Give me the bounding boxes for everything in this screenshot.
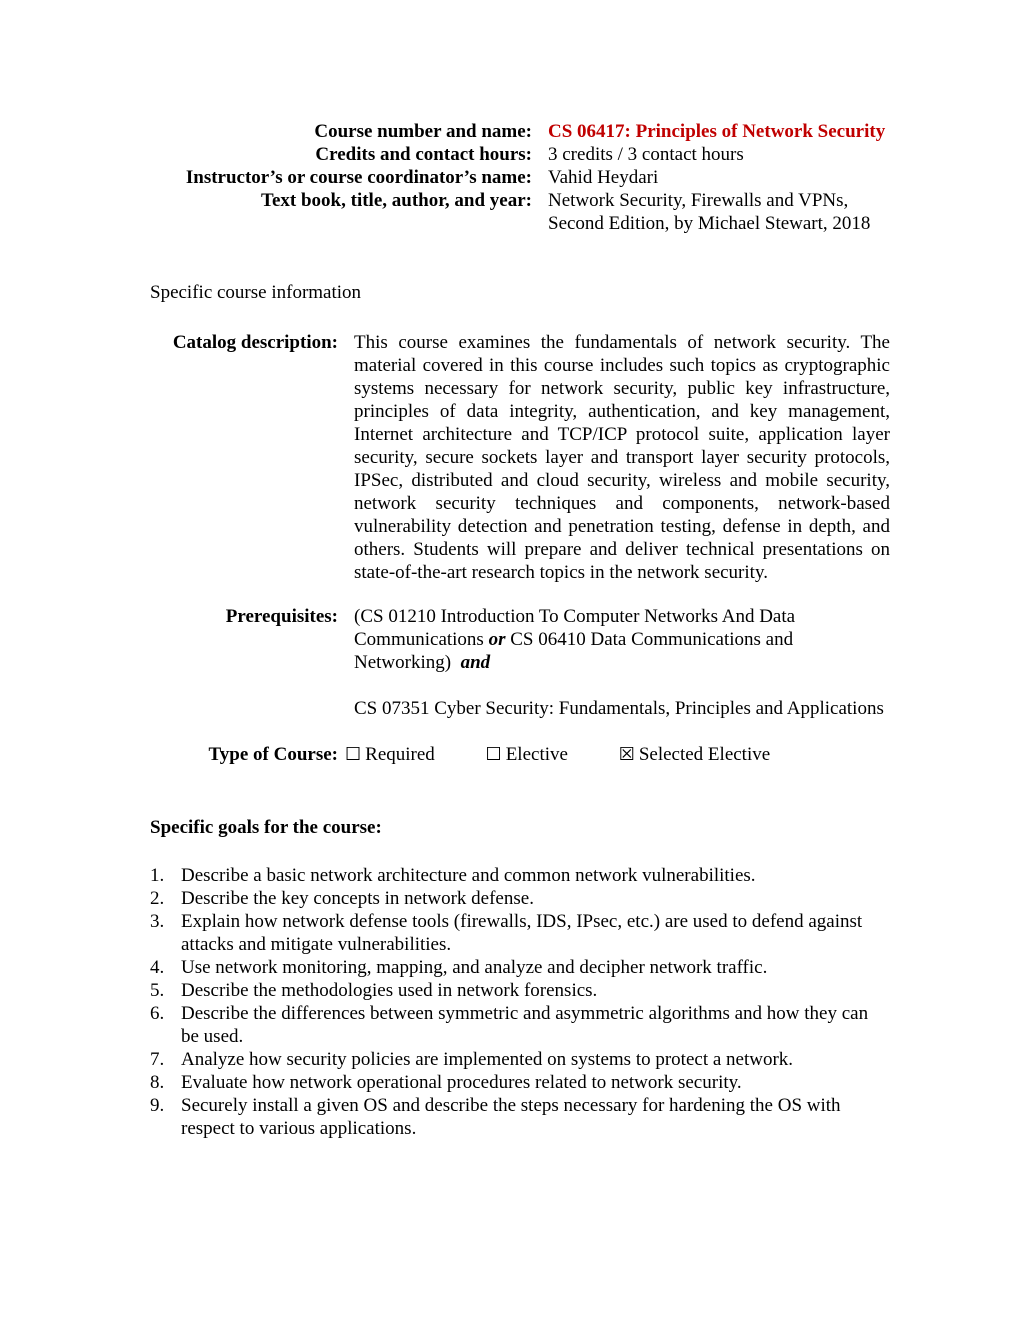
checkbox-checked-icon[interactable]: ☒ [618,744,635,765]
credits-label: Credits and contact hours: [315,144,532,165]
goal-item [150,956,890,979]
prerequisites-text [338,605,890,720]
goal-text: Describe the differences between symmetric and asymmetric algorithms and how they can be used. [181,1003,869,1047]
goal-item [150,1048,890,1071]
option-selected-elective-label: Selected Elective [638,744,771,765]
course-info-row [150,120,890,143]
specific-goals-heading: Specific goals for the course: [150,817,382,838]
goal-item [150,979,890,1002]
goal-number: 1. [150,865,165,886]
catalog-description-row [150,331,890,584]
goal-number: 5. [150,980,165,1001]
course-info-row [150,143,890,166]
option-required[interactable] [345,744,435,765]
course-info-table [150,120,890,235]
goal-item [150,1094,890,1140]
goal-number: 7. [150,1049,165,1070]
goal-text: Explain how network defense tools (firewalls, IDS, IPsec, etc.) are used to defend against attacks and mitigate vulnerabilities. [181,911,863,955]
option-elective-label: Elective [505,744,568,765]
goal-item [150,1071,890,1094]
goal-number: 3. [150,911,165,932]
instructor-value: Vahid Heydari [548,167,659,188]
textbook-label: Text book, title, author, and year: [261,190,532,211]
textbook-value: Network Security, Firewalls and VPNs, Second Edition, by Michael Stewart, 2018 [548,190,871,234]
goal-number: 9. [150,1095,165,1116]
goal-item [150,864,890,887]
goal-text: Evaluate how network operational procedures related to network security. [181,1072,742,1093]
prerequisites-part2: CS 07351 Cyber Security: Fundamentals, Principles and Applications [354,698,884,719]
goal-text: Analyze how security policies are implemented on systems to protect a network. [181,1049,794,1070]
option-selected-elective[interactable] [619,744,771,765]
credits-value: 3 credits / 3 contact hours [548,144,744,165]
goal-item [150,1002,890,1048]
prereq-text-segment: (CS 01210 Introduction To Computer Networks And Data Communications [354,606,800,650]
prerequisites-label: Prerequisites: [225,606,338,627]
goal-number: 6. [150,1003,165,1024]
goal-text: Securely install a given OS and describe the steps necessary for hardening the OS with respect to various applications. [181,1095,841,1139]
course-goals-list [150,864,890,1140]
instructor-label: Instructor’s or course coordinator’s name: [185,167,532,188]
goal-text: Describe a basic network architecture and common network vulnerabilities. [181,865,756,886]
goal-text: Describe the methodologies used in network forensics. [181,980,598,1001]
checkbox-unchecked-icon[interactable]: ☐ [485,744,502,765]
type-of-course-label: Type of Course: [208,744,338,765]
goal-number: 8. [150,1072,165,1093]
goal-number: 4. [150,957,165,978]
option-elective[interactable] [486,744,568,765]
course-info-row [150,189,890,235]
conjunction-and: and [460,652,491,673]
course-number-label: Course number and name: [314,121,532,142]
prerequisites-row [150,605,890,720]
option-required-label: Required [365,744,435,765]
prereq-text-segment: CS 06410 Data Communications and Networking) [354,629,798,673]
course-number-value: CS 06417: Principles of Network Security [548,121,886,142]
type-of-course-row [150,743,890,766]
checkbox-unchecked-icon[interactable]: ☐ [345,744,362,765]
catalog-description-label: Catalog description: [172,332,338,353]
goal-text: Describe the key concepts in network defense. [181,888,534,909]
prerequisites-part1 [354,605,890,674]
goal-text: Use network monitoring, mapping, and analyze and decipher network traffic. [181,957,768,978]
goal-number: 2. [150,888,165,909]
goal-item [150,887,890,910]
course-info-row [150,166,890,189]
goal-item [150,910,890,956]
specific-course-information-text: Specific course information [150,282,362,303]
catalog-description-text: This course examines the fundamentals of network security. The material covered in this course includes such topics as cryptographic systems necessary for network security, public key infrastructure, principles of data integrity, authentication, and key management, Internet architecture and TCP/ICP protocol suite, application layer security, secure sockets layer and transport layer security protocols, IPSec, distributed and cloud security, wireless and mobile security, network security techniques and components, network-based vulnerability detection and penetration testing, defense in depth, and others. Students will prepare and deliver technical presentations on state-of-the-art research topics in the network security. [354,332,890,583]
type-of-course-options [338,743,890,766]
conjunction-or: or [488,629,506,650]
